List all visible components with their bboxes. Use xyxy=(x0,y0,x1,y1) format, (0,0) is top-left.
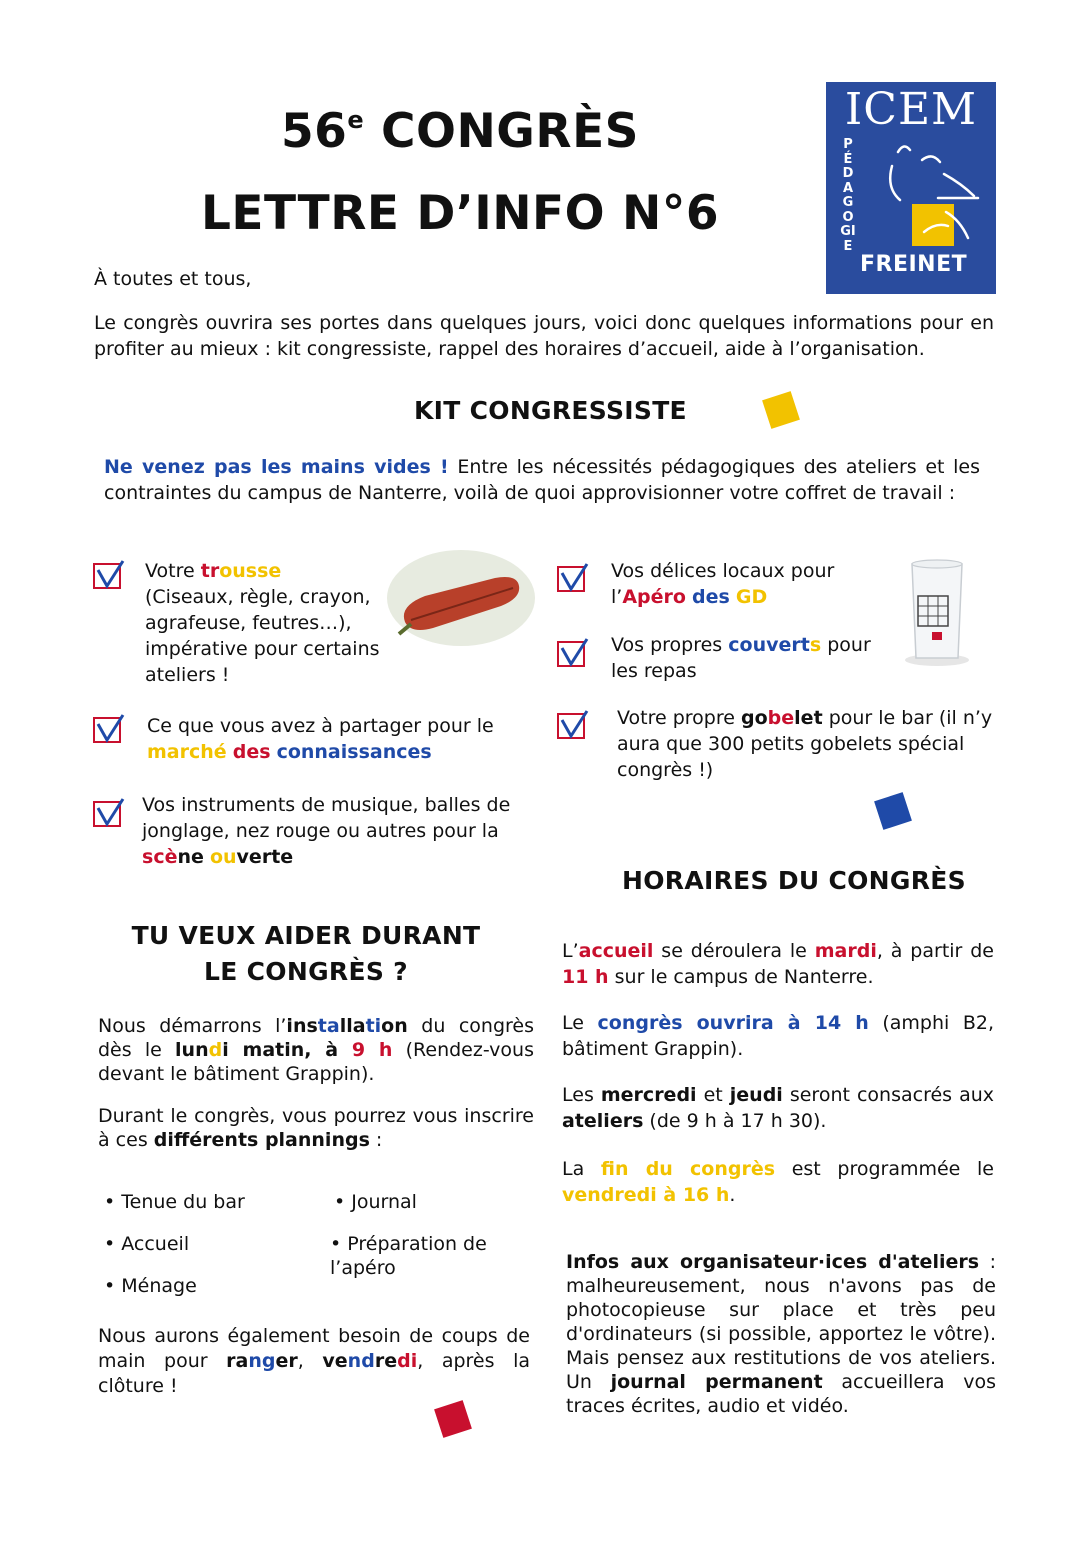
horaires-ouverture: Le congrès ouvrira à 14 h (amphi B2, bâtiment Grappin). xyxy=(562,1012,995,1060)
planning-item: • Accueil xyxy=(104,1233,190,1255)
lundi-keyword: lundi xyxy=(175,1039,229,1061)
vendredi-keyword: vendredi xyxy=(322,1350,418,1372)
checkbox-instruments-icon xyxy=(92,798,126,828)
aider-heading: TU VEUX AIDER DURANT LE CONGRÈS ? xyxy=(131,921,481,986)
ouverte-keyword: ouverte xyxy=(209,846,294,868)
icem-logo xyxy=(826,82,996,294)
gobelet-keyword: gobelet xyxy=(740,707,823,729)
scene-keyword: scène xyxy=(142,846,204,868)
checkbox-marche-icon xyxy=(92,714,126,744)
checkbox-trousse-icon xyxy=(92,560,126,590)
planning-item: • Journal xyxy=(334,1191,417,1213)
kit-intro: Ne venez pas les mains vides ! Entre les nécessités pédagogiques des ateliers et les contraintes du campus de Nanterre, voilà de quoi approvisionner votre coffret de travail : xyxy=(104,456,981,504)
checkbox-couverts-icon xyxy=(556,638,590,668)
title-line-1: 56e CONGRÈS xyxy=(280,104,640,159)
greeting: À toutes et tous, xyxy=(94,268,252,290)
blue-square-decoration xyxy=(874,792,912,830)
kit-item-marche: Ce que vous avez à partager pour le marché des connaissances xyxy=(147,715,494,763)
installation-keyword: installation xyxy=(286,1015,408,1037)
checkbox-delices-icon xyxy=(556,563,590,593)
aider-paragraph-1: Nous démarrons l’installation du congrès dès le lundi matin, à 9 h (Rendez-vous devant le bâtiment Grappin). xyxy=(98,1015,535,1085)
couverts-keyword: couverts xyxy=(728,634,822,656)
ranger-keyword: ranger xyxy=(226,1350,298,1372)
infos-organisateurs: Infos aux organisateur·ices d'ateliers : malheureusement, nous n'avons pas de photocopieuse sur place et très peu d'ordinateurs (si possible, apportez le vôtre). Mais pensez aux restitutions de vos ateliers. Un journal permanent accueillera vos traces écrites, audio et vidéo. xyxy=(566,1251,996,1417)
kit-item-trousse: Votre trousse (Ciseaux, règle, crayon, agrafeuse, feutres…), impérative pour certains ateliers ! xyxy=(145,560,380,686)
trousse-keyword: trousse xyxy=(200,560,282,582)
planning-item: • Ménage xyxy=(104,1275,197,1297)
intro-paragraph: Le congrès ouvrira ses portes dans quelques jours, voici donc quelques informations pour en profiter au mieux : kit congressiste, rappel des horaires d’accueil, aide à l’organisation. xyxy=(94,312,994,360)
kit-item-delices: Vos délices locaux pour l’Apéro des GD xyxy=(611,560,835,608)
pencil-case-image xyxy=(385,548,537,648)
aider-paragraph-3: Nous aurons également besoin de coups de main pour ranger, vendredi, après la clôture ! xyxy=(98,1325,530,1397)
horaires-ateliers: Les mercredi et jeudi seront consacrés aux ateliers (de 9 h à 17 h 30). xyxy=(562,1084,995,1132)
yellow-square-decoration xyxy=(762,391,800,429)
horaires-heading: HORAIRES DU CONGRÈS xyxy=(622,866,966,895)
title-line-2: LETTRE D’INFO N°6 xyxy=(200,186,720,241)
planning-item: • Préparation de l’apéro xyxy=(330,1233,487,1279)
glass-image xyxy=(902,556,972,668)
kit-item-gobelet: Votre propre gobelet pour le bar (il n’y aura que 300 petits gobelets spécial congrès !) xyxy=(617,707,993,781)
logo-bottom-text: FREINET xyxy=(860,252,968,277)
kit-item-couverts: Vos propres couverts pour les repas xyxy=(611,634,871,682)
red-square-decoration xyxy=(434,1400,472,1438)
horaires-fin: La fin du congrès est programmée le vendredi à 16 h. xyxy=(562,1158,994,1206)
horaires-accueil: L’accueil se déroulera le mardi, à partir de 11 h sur le campus de Nanterre. xyxy=(562,940,994,988)
planning-item: • Tenue du bar xyxy=(104,1191,245,1213)
kit-item-instruments: Vos instruments de musique, balles de jonglage, nez rouge ou autres pour la scène ouverte xyxy=(142,794,511,868)
aider-paragraph-2: Durant le congrès, vous pourrez vous inscrire à ces différents plannings : xyxy=(98,1105,534,1151)
checkbox-gobelet-icon xyxy=(556,710,590,740)
kit-heading: KIT CONGRESSISTE xyxy=(414,396,687,425)
logo-top-text: ICEM xyxy=(844,84,978,135)
logo-vertical-text: PÉDAGOGIE xyxy=(840,137,856,254)
